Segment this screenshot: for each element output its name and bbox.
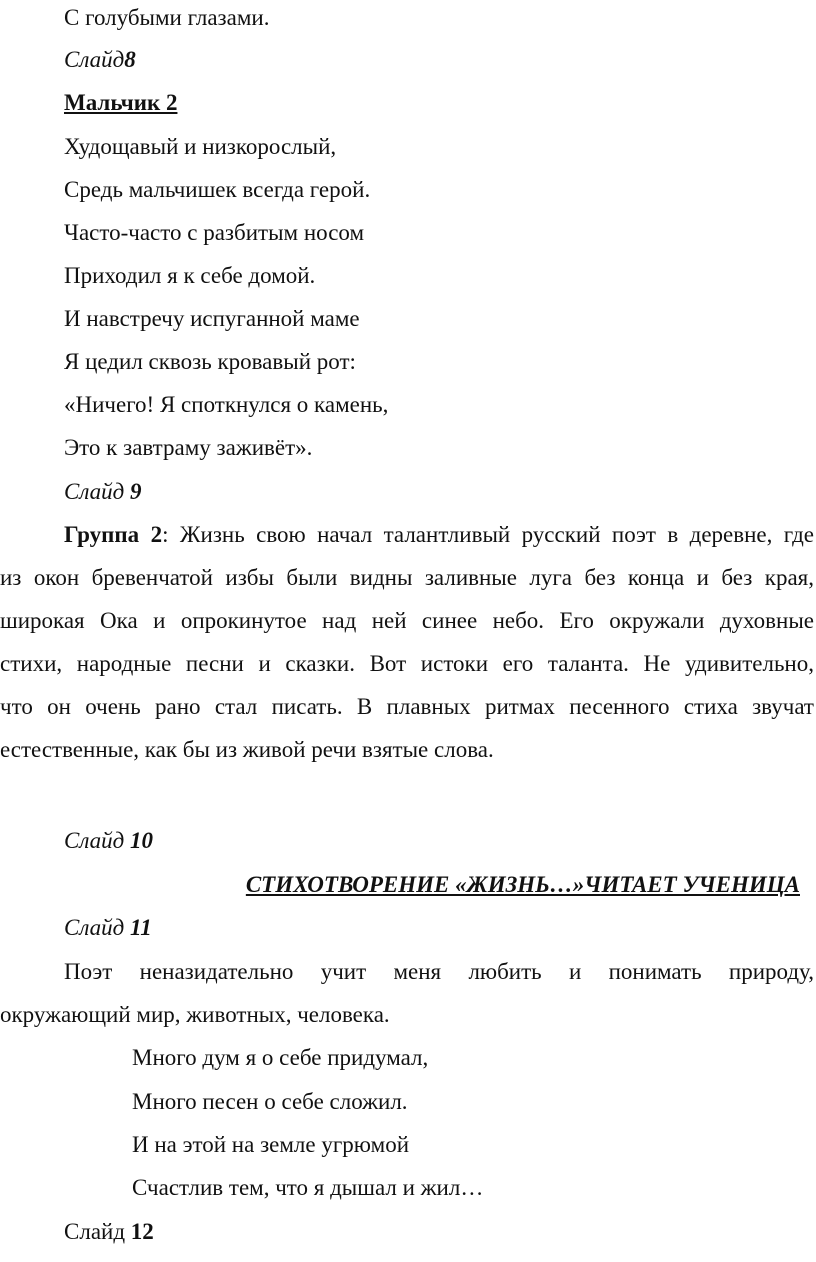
paragraph-line: из окон бревенчатой избы были видны заливные луга без конца и без края, [0, 565, 814, 590]
slide-word: Слайд [64, 1219, 126, 1244]
poem-line: Я цедил сквозь кровавый рот: [64, 349, 356, 374]
poem-line: Это к завтраму заживёт». [64, 435, 313, 460]
slide-number: 9 [130, 479, 142, 504]
poem-line-end: С голубыми глазами. [64, 5, 270, 30]
poem-line: «Ничего! Я споткнулся о камень, [64, 392, 389, 417]
speaker-boy-2: Мальчик 2 [64, 90, 178, 115]
slide-8-label [64, 45, 136, 75]
group-2-label: Группа 2 [64, 522, 163, 547]
paragraph-text: Жизнь свою начал талантливый русский поэт в деревне, где [168, 522, 814, 547]
poem-line: Много песен о себе сложил. [132, 1089, 408, 1114]
poem-line: И навстречу испуганной маме [64, 306, 360, 331]
slide-number: 11 [130, 915, 152, 940]
slide-12-label [64, 1217, 154, 1247]
label-separator: : [162, 522, 169, 547]
paragraph-line: Поэт неназидательно учит меня любить и понимать природу, [64, 959, 814, 984]
poem-line: Худощавый и низкорослый, [64, 134, 337, 159]
slide-number: 8 [124, 47, 136, 72]
section-heading: СТИХОТВОРЕНИЕ «ЖИЗНЬ…»ЧИТАЕТ УЧЕНИЦА [245, 872, 800, 897]
poem-line: И на этой на земле угрюмой [132, 1132, 410, 1157]
poem-line: Средь мальчишек всегда герой. [64, 177, 371, 202]
slide-word: Слайд [64, 479, 125, 504]
paragraph-line: окружающий мир, животных, человека. [0, 1002, 390, 1027]
poem-line: Много дум я о себе придумал, [132, 1045, 429, 1070]
slide-word: Слайд [64, 828, 125, 853]
paragraph-line: широкая Ока и опрокинутое над ней синее небо. Его окружали духовные [0, 608, 814, 633]
slide-word: Слайд [64, 47, 125, 72]
paragraph-line: стихи, народные песни и сказки. Вот истоки его таланта. Не удивительно, [0, 651, 814, 676]
paragraph-line: естественные, как бы из живой речи взятые слова. [0, 737, 494, 762]
paragraph-line: что он очень рано стал писать. В плавных ритмах песенного стиха звучат [0, 694, 814, 719]
slide-10-label [64, 826, 153, 856]
poem-line: Приходил я к себе домой. [64, 263, 316, 288]
slide-number: 10 [130, 828, 154, 853]
paragraph-line [64, 520, 814, 550]
slide-11-label [64, 913, 152, 943]
poem-line: Часто-часто с разбитым носом [64, 220, 365, 245]
slide-9-label [64, 477, 142, 507]
poem-line: Счастлив тем, что я дышал и жил… [132, 1175, 484, 1200]
slide-number: 12 [130, 1219, 154, 1244]
slide-word: Слайд [64, 915, 125, 940]
